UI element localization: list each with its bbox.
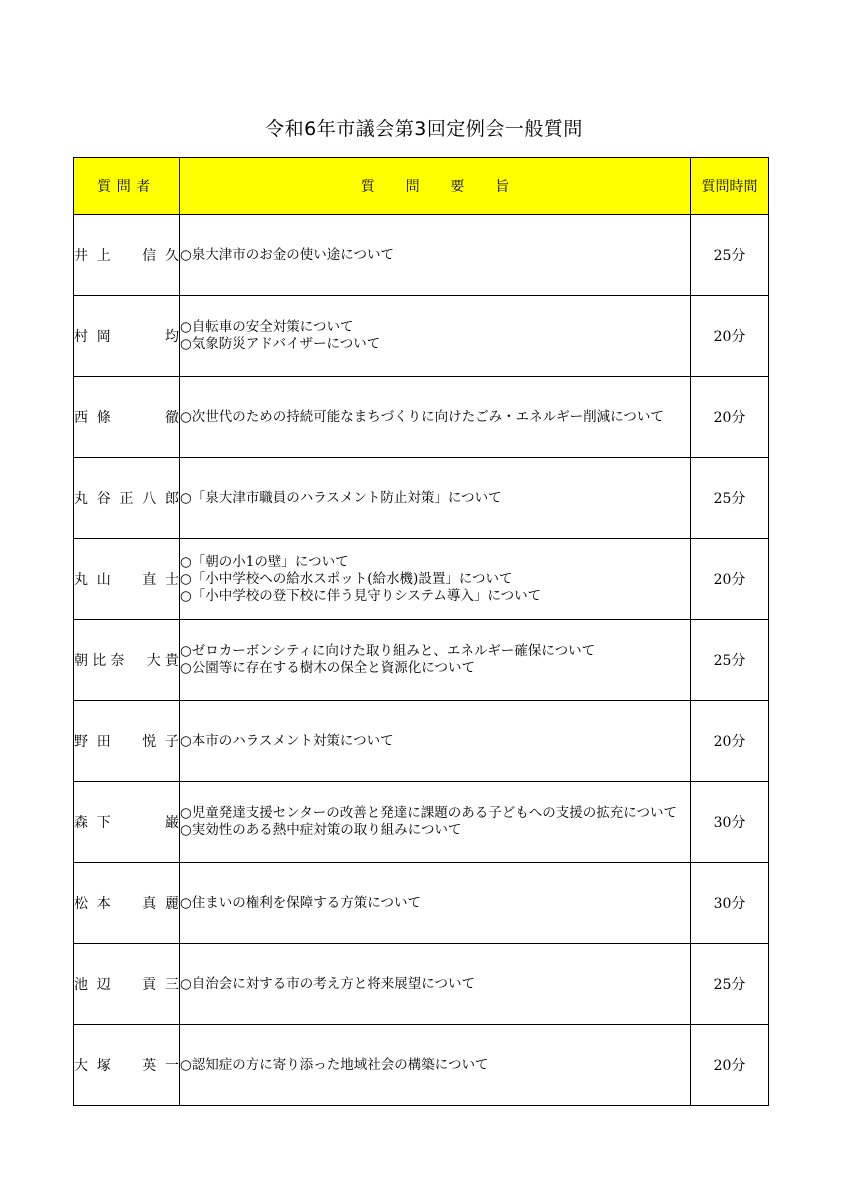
topic-cell — [180, 944, 691, 1025]
header-topic: 質問要旨 — [180, 158, 691, 215]
questioner-name: 松本 真麗 — [74, 896, 179, 912]
table-row — [74, 782, 769, 863]
topic-item: ○実効性のある熱中症対策の取り組みについて — [180, 822, 462, 838]
topic-cell — [180, 1025, 691, 1106]
header-time: 質問時間 — [691, 158, 769, 215]
time-cell: 25分 — [691, 458, 769, 539]
questioner-name: 池辺 貢三 — [74, 977, 179, 993]
topic-item: ○公園等に存在する樹木の保全と資源化について — [180, 660, 476, 676]
topic-item: ○「小中学校の登下校に伴う見守りシステム導入」について — [180, 587, 542, 604]
questioner-name: 村岡 均 — [74, 329, 179, 345]
table-header — [74, 158, 769, 215]
table-row — [74, 215, 769, 296]
questioner-name: 森下 巌 — [74, 815, 179, 831]
time-cell: 20分 — [691, 296, 769, 377]
header-questioner: 質問者 — [74, 158, 180, 215]
time-cell: 30分 — [691, 863, 769, 944]
topic-cell — [180, 296, 691, 377]
table-row — [74, 1025, 769, 1106]
table-row — [74, 701, 769, 782]
questioner-cell — [74, 215, 180, 296]
questioner-cell — [74, 377, 180, 458]
time-cell: 20分 — [691, 1025, 769, 1106]
topic-cell — [180, 701, 691, 782]
time-cell: 20分 — [691, 377, 769, 458]
questioner-name: 朝比奈 大貴 — [74, 653, 179, 669]
topic-item: ○自治会に対する市の考え方と将来展望について — [180, 975, 476, 992]
questioner-cell — [74, 539, 180, 620]
questioner-cell — [74, 701, 180, 782]
topic-item: ○住まいの権利を保障する方策について — [180, 894, 422, 911]
table-row — [74, 944, 769, 1025]
table-row — [74, 458, 769, 539]
questioner-cell — [74, 1025, 180, 1106]
topic-item: ○「小中学校への給水スポット(給水機)設置」について — [180, 570, 513, 587]
time-cell: 30分 — [691, 782, 769, 863]
questioner-cell — [74, 782, 180, 863]
questioner-cell — [74, 863, 180, 944]
topic-item: ○児童発達支援センターの改善と発達に課題のある子どもへの支援の拡充について — [180, 805, 677, 821]
table-row — [74, 620, 769, 701]
time-cell: 25分 — [691, 620, 769, 701]
questioner-cell — [74, 458, 180, 539]
time-cell: 25分 — [691, 215, 769, 296]
topic-cell — [180, 377, 691, 458]
questioner-name: 野田 悦子 — [74, 734, 179, 750]
topic-item: ○泉大津市のお金の使い途について — [180, 246, 395, 263]
topic-cell — [180, 539, 691, 620]
topic-item: ○ゼロカーボンシティに向けた取り組みと、エネルギー確保について — [180, 643, 596, 659]
page-title: 令和6年市議会第3回定例会一般質問 — [265, 118, 583, 140]
topic-cell — [180, 782, 691, 863]
table-row — [74, 377, 769, 458]
time-cell: 20分 — [691, 701, 769, 782]
table-body — [74, 215, 769, 1106]
topic-item: ○認知症の方に寄り添った地域社会の構築について — [180, 1056, 489, 1073]
time-cell: 25分 — [691, 944, 769, 1025]
topic-item: ○本市のハラスメント対策について — [180, 732, 394, 749]
questioner-name: 大塚 英一 — [74, 1058, 179, 1074]
questioner-name: 丸山 直士 — [74, 572, 179, 588]
questioner-name: 井上 信久 — [74, 248, 179, 264]
questioner-cell — [74, 296, 180, 377]
topic-item: ○「朝の小1の壁」について — [180, 553, 349, 570]
topic-cell — [180, 620, 691, 701]
topic-item: ○次世代のための持続可能なまちづくりに向けたごみ・エネルギー削減について — [180, 408, 664, 425]
topic-item: ○気象防災アドバイザーについて — [180, 336, 381, 352]
topic-item: ○自転車の安全対策について — [180, 319, 354, 335]
questioner-cell — [74, 944, 180, 1025]
table-row — [74, 539, 769, 620]
questioner-cell — [74, 620, 180, 701]
table-row — [74, 296, 769, 377]
question-table — [73, 157, 769, 1106]
time-cell: 20分 — [691, 539, 769, 620]
questioner-name: 丸谷正八郎 — [74, 491, 179, 507]
topic-cell — [180, 458, 691, 539]
table-row — [74, 863, 769, 944]
topic-cell — [180, 215, 691, 296]
topic-item: ○「泉大津市職員のハラスメント防止対策」について — [180, 489, 502, 506]
questioner-name: 西條 徹 — [74, 410, 179, 426]
topic-cell — [180, 863, 691, 944]
